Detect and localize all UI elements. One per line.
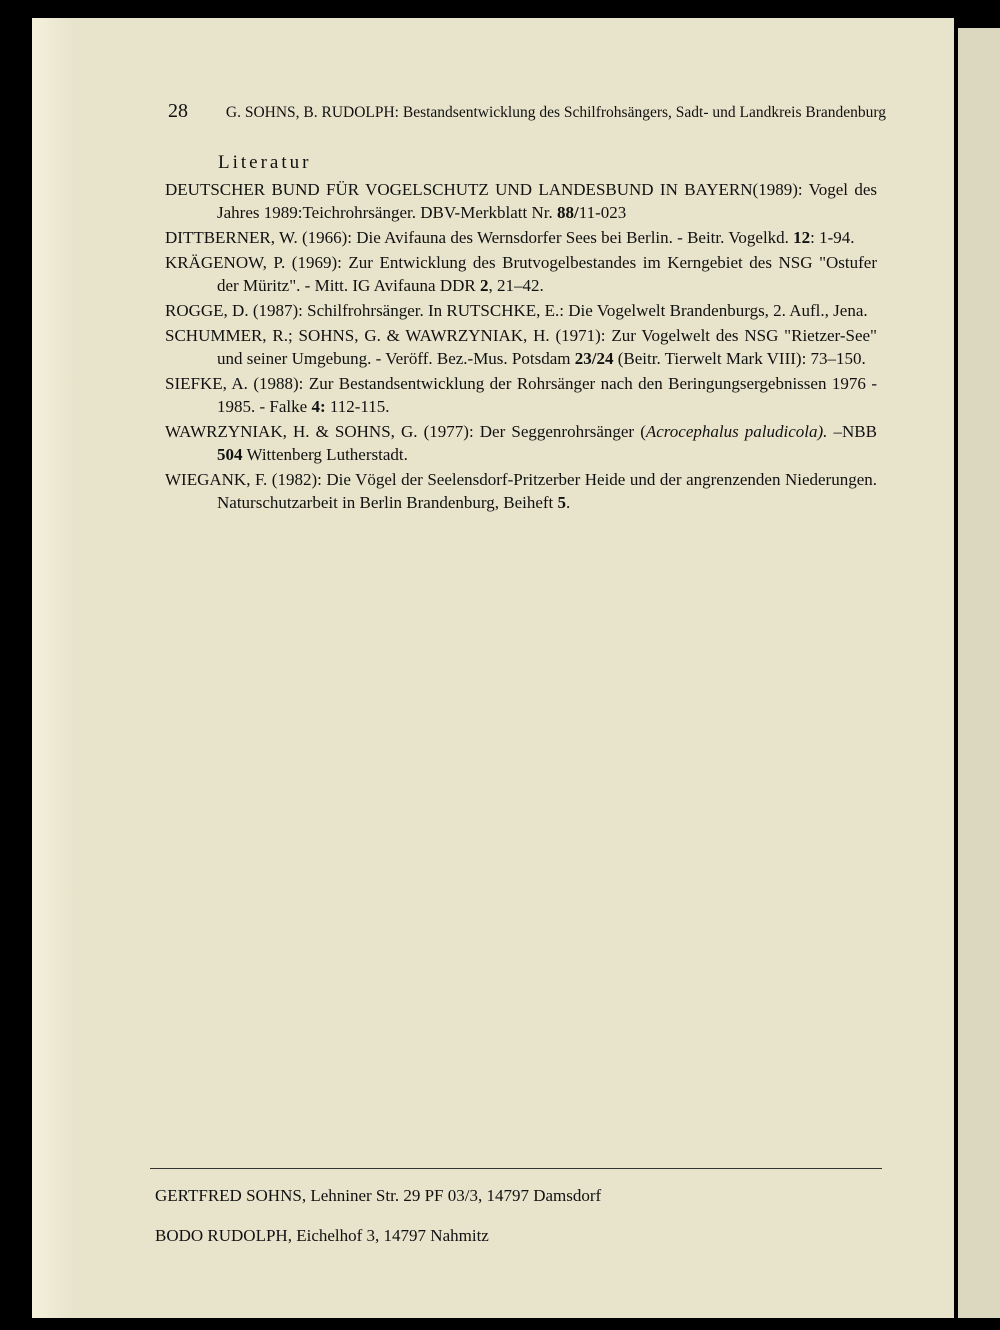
reference-item xyxy=(165,468,877,514)
running-title: G. SOHNS, B. RUDOLPH: Bestandsentwicklung des Schilfrohsängers, Sadt- und Landkreis Brandenburg xyxy=(225,104,886,121)
reference-author: ROGGE, D. xyxy=(165,301,249,320)
reference-list xyxy=(165,178,877,516)
page-number: 28 xyxy=(168,100,188,122)
reference-author: WIEGANK, F. xyxy=(165,470,268,489)
reference-volume: 23/24 xyxy=(574,349,614,368)
reference-text: (1987): Schilfrohrsänger. In xyxy=(252,301,443,320)
reference-author: SIEFKE, A. xyxy=(165,374,248,393)
reference-editor: RUTSCHKE xyxy=(446,301,537,320)
reference-pages: : 1-94. xyxy=(810,228,855,247)
address-name: BODO RUDOLPH xyxy=(155,1226,288,1245)
reference-volume: 2 xyxy=(480,276,489,295)
reference-item xyxy=(165,251,877,297)
reference-series: –NBB xyxy=(827,422,877,441)
reference-text: (1988): Zur Bestandsentwicklung der Rohrsänger nach den Beringungsergebnissen 1976 - 1985. - Falke xyxy=(217,374,877,416)
reference-pages: 112-115. xyxy=(329,397,390,416)
reference-text: (1971): Zur Vogelwelt des NSG "Rietzer-See" und seiner Umgebung. - Veröff. Bez.-Mus. Potsdam xyxy=(217,326,877,368)
reference-item xyxy=(165,226,877,249)
reference-volume: 12 xyxy=(793,228,811,247)
reference-author: WAWRZYNIAK, H. & SOHNS, G. xyxy=(165,422,418,441)
reference-author: KRÄGENOW, P. xyxy=(165,253,286,272)
reference-author: DITTBERNER, W. xyxy=(165,228,298,247)
running-header xyxy=(168,100,888,123)
reference-pages: . xyxy=(566,493,571,512)
reference-text: (1977): Der Seggenrohrsänger ( xyxy=(423,422,646,441)
reference-pages: Wittenberg Lutherstadt. xyxy=(246,445,408,464)
reference-volume: 4: xyxy=(311,397,326,416)
reference-species: Acrocephalus paludicola). xyxy=(645,422,828,441)
reference-text: (1966): Die Avifauna des Wernsdorfer Sees bei Berlin. - Beitr. Vogelkd. xyxy=(301,228,789,247)
address-detail: , Eichelhof 3, 14797 Nahmitz xyxy=(287,1226,489,1245)
author-address xyxy=(155,1226,489,1246)
reference-author: SCHUMMER, R.; SOHNS, G. & WAWRZYNIAK, H. xyxy=(165,326,550,345)
address-detail: , Lehniner Str. 29 PF 03/3, 14797 Damsdorf xyxy=(301,1186,602,1205)
address-divider xyxy=(150,1168,882,1169)
reference-pages: , E.: Die Vogelwelt Brandenburgs, 2. Aufl., Jena. xyxy=(536,301,868,320)
reference-item xyxy=(165,299,877,322)
reference-pages: (Beitr. Tierwelt Mark VIII): 73–150. xyxy=(617,349,866,368)
reference-item xyxy=(165,178,877,224)
reference-item xyxy=(165,324,877,370)
reference-volume: 504 xyxy=(217,445,243,464)
reference-text: (1989): Vogel des Jahres 1989:Teichrohrsänger. DBV-Merkblatt Nr. xyxy=(217,180,877,222)
address-name: GERTFRED SOHNS xyxy=(155,1186,302,1205)
reference-volume: 5 xyxy=(557,493,567,512)
reference-pages: , 21–42. xyxy=(488,276,544,295)
reference-text: (1982): Die Vögel der Seelensdorf-Pritzerber Heide und der angrenzenden Niederungen. Naturschutzarbeit in Berlin Brandenburg, Beiheft xyxy=(217,470,877,512)
reference-item xyxy=(165,420,877,466)
reference-text: (1969): Zur Entwicklung des Brutvogelbestandes im Kerngebiet des NSG "Ostufer der Müritz". - Mitt. IG Avifauna DDR xyxy=(217,253,877,295)
reference-item xyxy=(165,372,877,418)
reference-pages: 11-023 xyxy=(578,203,627,222)
reference-author: DEUTSCHER BUND FÜR VOGELSCHUTZ UND LANDESBUND IN BAYERN xyxy=(165,180,753,199)
section-title: Literatur xyxy=(218,152,312,173)
author-address xyxy=(155,1186,601,1206)
reference-volume: 88/ xyxy=(557,203,579,222)
